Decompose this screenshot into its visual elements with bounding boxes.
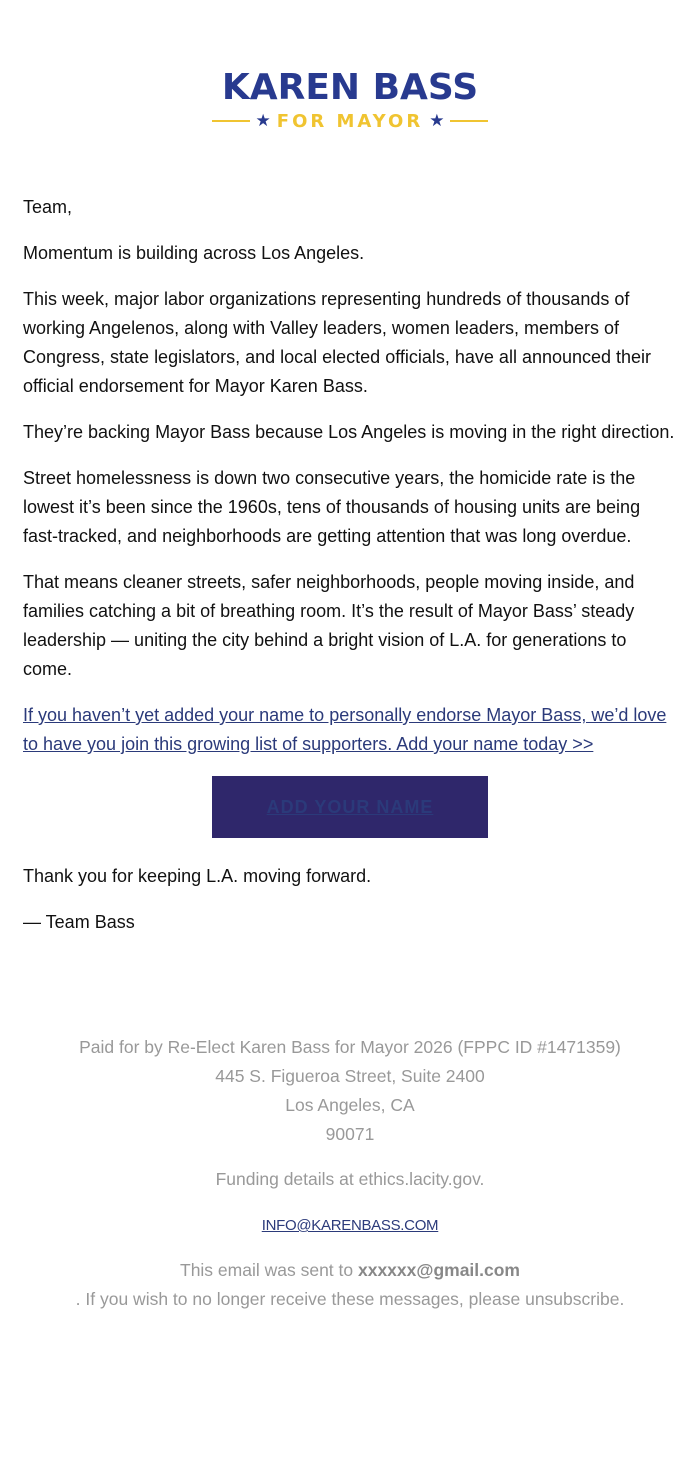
logo-sub-text: FOR MAYOR <box>276 110 424 132</box>
star-icon: ★ <box>429 111 445 130</box>
star-icon: ★ <box>255 111 271 130</box>
paragraph: Street homelessness is down two consecutive years, the homicide rate is the lowest it’s been since the 1960s, tens of thousands of housing units are being fast-tracked, and neighborhoods are getting attention that was long overdue. <box>23 468 641 546</box>
greeting: Team, <box>23 197 73 217</box>
footer <box>0 1033 700 1314</box>
unsubscribe-notice <box>0 1256 700 1314</box>
address-line-1: 445 S. Figueroa Street, Suite 2400 <box>215 1066 485 1086</box>
address-line-2: Los Angeles, CA <box>285 1095 415 1115</box>
closing: Thank you for keeping L.A. moving forward. <box>23 866 372 886</box>
paid-for-disclaimer: Paid for by Re-Elect Karen Bass for Mayor 2026 (FPPC ID #1471359) <box>79 1037 621 1057</box>
email-body <box>0 193 700 937</box>
zip-code: 90071 <box>325 1124 375 1144</box>
campaign-logo <box>200 66 500 132</box>
sent-prefix: This email was sent to <box>180 1260 358 1280</box>
signature: — Team Bass <box>23 912 135 932</box>
logo-subtitle <box>200 110 500 132</box>
recipient-email: xxxxxx@gmail.com <box>357 1260 520 1280</box>
logo-rule-left <box>212 120 250 122</box>
add-your-name-button[interactable]: ADD YOUR NAME <box>212 776 488 838</box>
unsubscribe-text[interactable]: . If you wish to no longer receive these messages, please unsubscribe. <box>75 1289 625 1309</box>
logo-name: KAREN BASS <box>221 67 479 108</box>
paragraph: That means cleaner streets, safer neighborhoods, people moving inside, and families catching a bit of breathing room. It’s the result of Mayor Bass’ steady leadership — uniting the city behind a bright vision of L.A. for generations to come. <box>23 572 635 679</box>
paragraph: Momentum is building across Los Angeles. <box>23 243 365 263</box>
endorse-link[interactable]: If you haven’t yet added your name to personally endorse Mayor Bass, we’d love to have you join this growing list of supporters. Add your name today >> <box>23 705 667 754</box>
contact-email-link[interactable]: INFO@KARENBASS.COM <box>261 1217 439 1234</box>
logo-rule-right <box>450 120 488 122</box>
funding-details: Funding details at ethics.lacity.gov. <box>215 1169 485 1189</box>
paragraph: They’re backing Mayor Bass because Los Angeles is moving in the right direction. <box>23 422 675 442</box>
paragraph: This week, major labor organizations representing hundreds of thousands of working Angelenos, along with Valley leaders, women leaders, members of Congress, state legislators, and local elected officials, have all announced their official endorsement for Mayor Karen Bass. <box>23 289 652 396</box>
